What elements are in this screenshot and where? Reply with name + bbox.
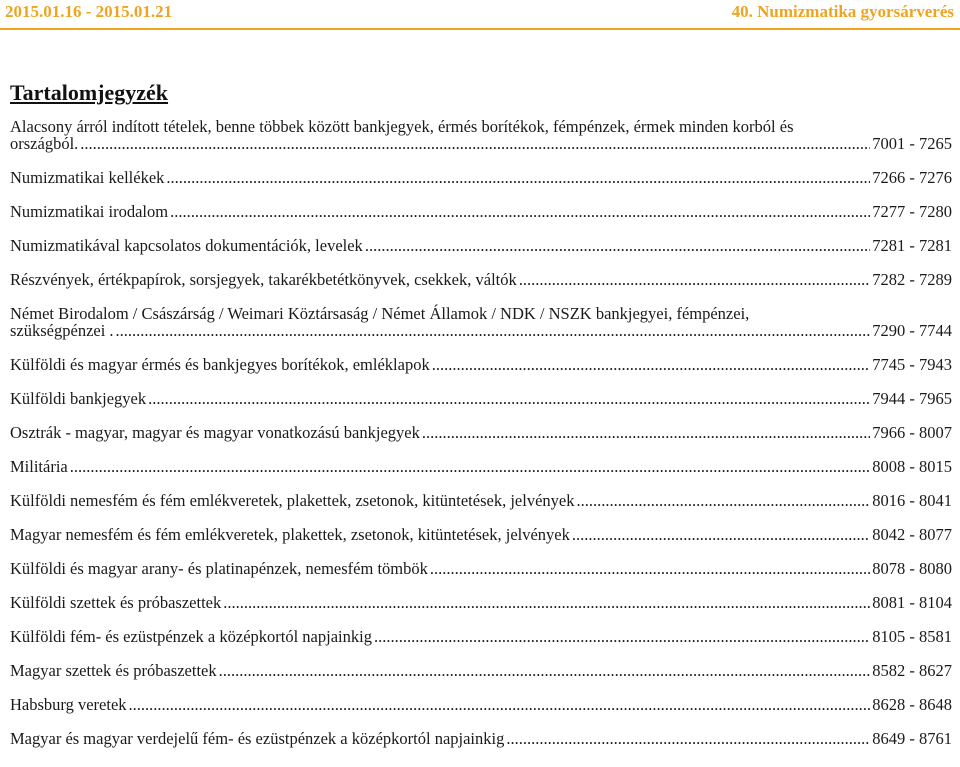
toc-entry-text: szükségpénzei . xyxy=(10,321,114,340)
toc-entry-pages: 8649 - 8761 xyxy=(872,729,952,748)
toc-entry-pages: 7277 - 7280 xyxy=(872,202,952,221)
toc-entry[interactable] xyxy=(10,662,952,696)
toc-entry-pages: 7745 - 7943 xyxy=(872,355,952,374)
toc-leader-dots xyxy=(365,237,870,254)
toc-entry[interactable] xyxy=(10,356,952,390)
toc-leader-dots xyxy=(148,390,870,407)
toc-entry[interactable] xyxy=(10,526,952,560)
toc-leader-dots xyxy=(422,424,870,441)
toc-leader-dots xyxy=(166,169,870,186)
toc-entry[interactable] xyxy=(10,594,952,628)
toc-entry-pages: 7966 - 8007 xyxy=(872,423,952,442)
toc-leader-dots xyxy=(374,628,870,645)
toc-leader-dots xyxy=(572,526,870,543)
toc-entry-text: Numizmatikával kapcsolatos dokumentációk, levelek xyxy=(10,236,363,255)
toc-entry-text: Militária xyxy=(10,457,68,476)
toc-entry-text: Részvények, értékpapírok, sorsjegyek, takarékbetétkönyvek, csekkek, váltók xyxy=(10,270,517,289)
toc-entry-text: Habsburg veretek xyxy=(10,695,127,714)
toc-entry-pages: 8628 - 8648 xyxy=(872,695,952,714)
toc-entry[interactable] xyxy=(10,271,952,305)
header-auction-title: 40. Numizmatika gyorsárverés xyxy=(731,2,954,21)
toc-entry-pages: 8078 - 8080 xyxy=(872,559,952,578)
toc-entry-text-line1: Német Birodalom / Császárság / Weimari Köztársaság / Német Államok / NDK / NSZK bankjegyei, fémpénzei, xyxy=(10,304,750,323)
toc-leader-dots xyxy=(430,560,870,577)
toc-entry-pages: 7290 - 7744 xyxy=(872,321,952,340)
toc-entry-pages: 7266 - 7276 xyxy=(872,168,952,187)
toc-entry[interactable] xyxy=(10,305,952,356)
toc-leader-dots xyxy=(80,135,870,152)
toc-entry[interactable] xyxy=(10,560,952,594)
toc-entry-pages: 8582 - 8627 xyxy=(872,661,952,680)
toc-entry-pages: 8105 - 8581 xyxy=(872,627,952,646)
toc-entry[interactable] xyxy=(10,492,952,526)
toc-entry[interactable] xyxy=(10,424,952,458)
toc-title: Tartalomjegyzék xyxy=(10,80,169,105)
toc-entry[interactable] xyxy=(10,628,952,662)
toc-leader-dots xyxy=(129,696,871,713)
toc-entry-pages: 8016 - 8041 xyxy=(872,491,952,510)
toc-leader-dots xyxy=(432,356,871,373)
toc-leader-dots xyxy=(506,730,870,747)
toc-entry-text: Külföldi nemesfém és fém emlékveretek, plakettek, zsetonok, kitüntetések, jelvények xyxy=(10,491,575,510)
toc-entry[interactable] xyxy=(10,169,952,203)
toc-entry-pages: 7281 - 7281 xyxy=(872,236,952,255)
toc-leader-dots xyxy=(519,271,871,288)
header-date-range: 2015.01.16 - 2015.01.21 xyxy=(5,2,173,21)
toc-entry-text: Magyar nemesfém és fém emlékveretek, plakettek, zsetonok, kitüntetések, jelvények xyxy=(10,525,570,544)
toc-entry-pages: 8008 - 8015 xyxy=(872,457,952,476)
header-divider xyxy=(0,28,960,30)
toc-entry[interactable] xyxy=(10,203,952,237)
toc-leader-dots xyxy=(576,492,870,509)
toc-entry-pages: 7282 - 7289 xyxy=(872,270,952,289)
toc-leader-dots xyxy=(170,203,870,220)
toc-entry-pages: 8081 - 8104 xyxy=(872,593,952,612)
toc-entry[interactable] xyxy=(10,730,952,764)
toc-entry-text: Külföldi bankjegyek xyxy=(10,389,147,408)
toc-entry-pages: 8042 - 8077 xyxy=(872,525,952,544)
toc-leader-dots xyxy=(70,458,871,475)
toc-entry-text: Külföldi fém- és ezüstpénzek a középkortól napjainkig xyxy=(10,627,372,646)
toc-entry[interactable] xyxy=(10,696,952,730)
toc-leader-dots xyxy=(219,662,871,679)
toc-entry-pages: 7001 - 7265 xyxy=(872,134,952,153)
toc-entry-text: Magyar szettek és próbaszettek xyxy=(10,661,217,680)
toc-entry-text: Numizmatikai irodalom xyxy=(10,202,169,221)
page-header xyxy=(0,0,960,30)
toc-entry-text: Külföldi és magyar érmés és bankjegyes borítékok, emléklapok xyxy=(10,355,430,374)
toc-entry-text: Külföldi szettek és próbaszettek xyxy=(10,593,222,612)
table-of-contents xyxy=(10,118,952,764)
toc-entry-text: országból. xyxy=(10,134,79,153)
toc-entry[interactable] xyxy=(10,237,952,271)
toc-leader-dots xyxy=(223,594,870,611)
toc-entry[interactable] xyxy=(10,118,952,169)
toc-entry[interactable] xyxy=(10,458,952,492)
toc-entry-text: Numizmatikai kellékek xyxy=(10,168,165,187)
toc-leader-dots xyxy=(116,322,871,339)
toc-entry-text: Osztrák - magyar, magyar és magyar vonatkozású bankjegyek xyxy=(10,423,420,442)
toc-entry-pages: 7944 - 7965 xyxy=(872,389,952,408)
toc-entry-text-line1: Alacsony árról indított tételek, benne többek között bankjegyek, érmés borítékok, fémpénzek, érmek minden korból és xyxy=(10,117,794,136)
toc-entry[interactable] xyxy=(10,390,952,424)
toc-entry-text: Külföldi és magyar arany- és platinapénzek, nemesfém tömbök xyxy=(10,559,428,578)
toc-entry-text: Magyar és magyar verdejelű fém- és ezüstpénzek a középkortól napjainkig xyxy=(10,729,505,748)
